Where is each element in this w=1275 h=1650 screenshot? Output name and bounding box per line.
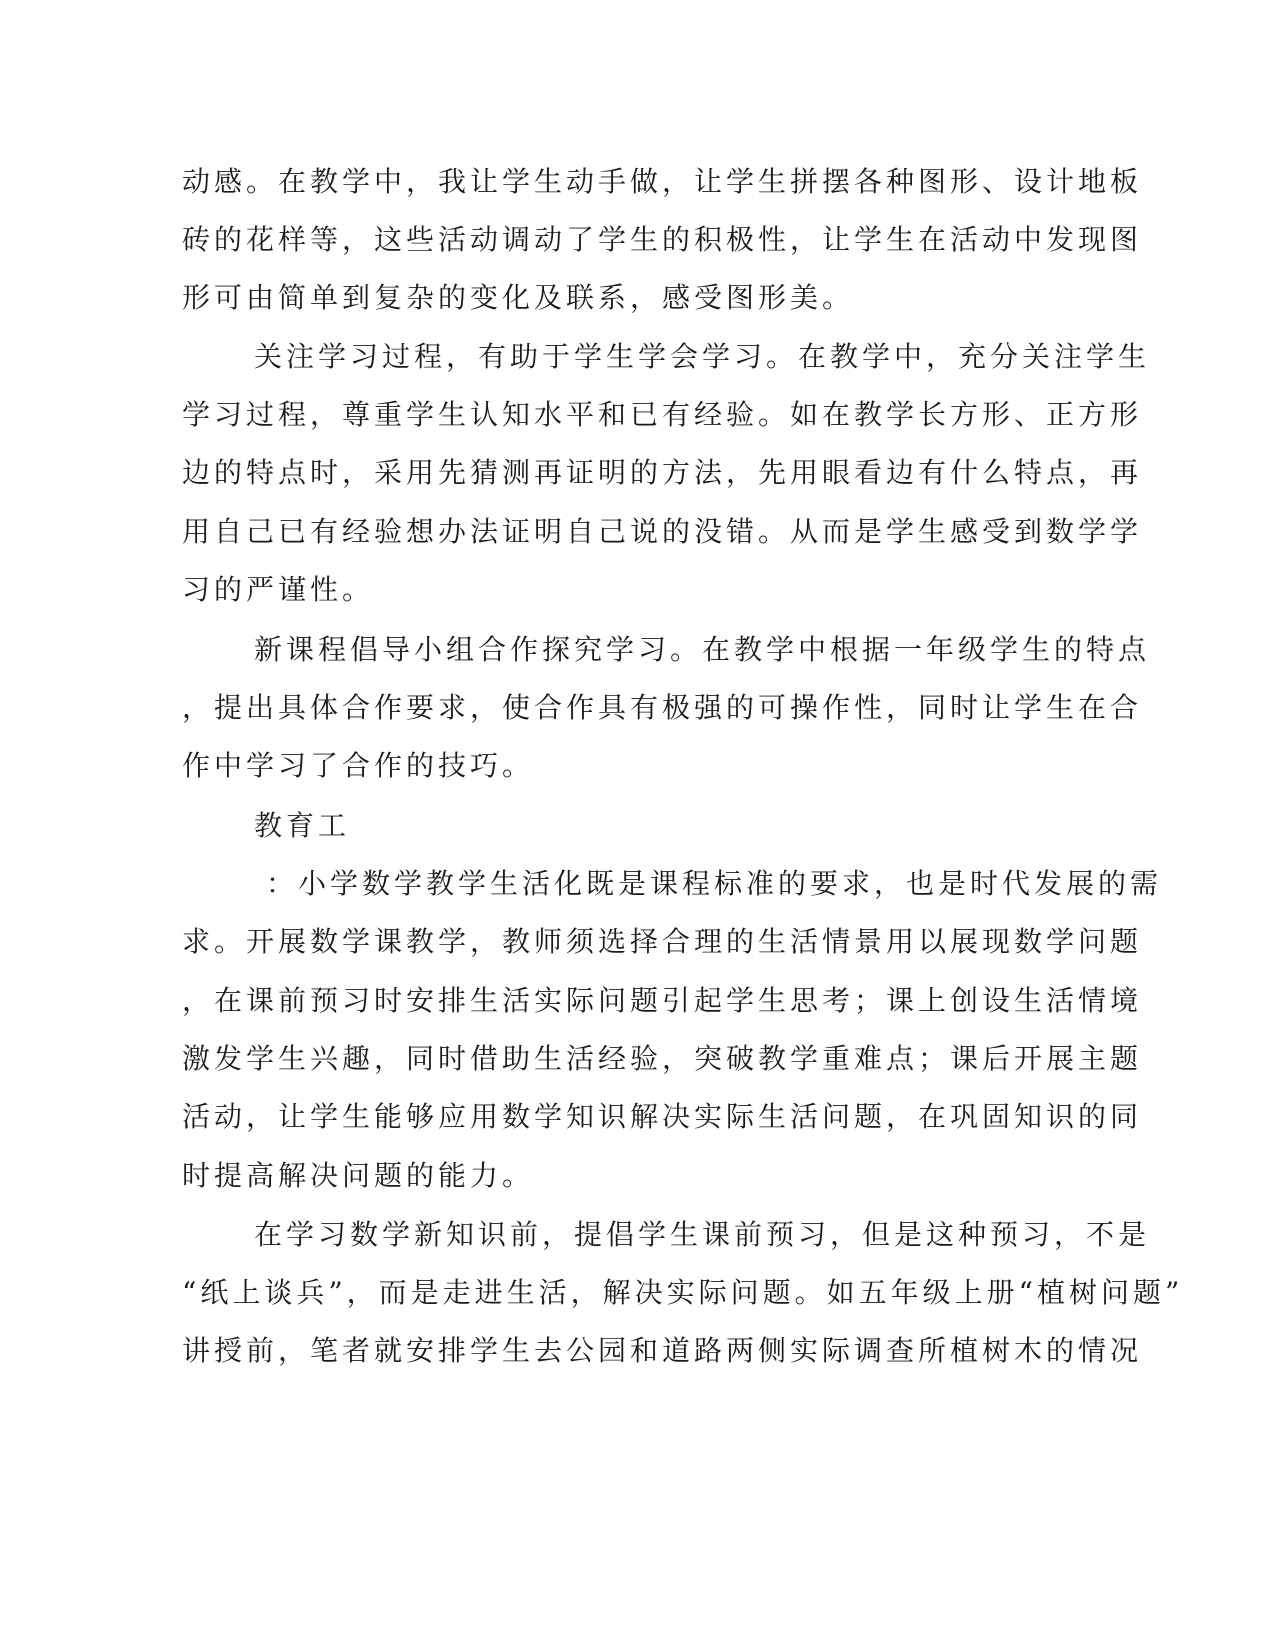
line-text: 求。开展数学课教学，教师须选择合理的生活情景用以展现数学问题 [182, 925, 1143, 958]
paragraph-first-line [0, 337, 1275, 397]
line-text: 激发学生兴趣，同时借助生活经验，突破教学重难点；课后开展主题 [182, 1042, 1143, 1075]
paragraph-first-line [0, 630, 1275, 690]
line-text: 在学习数学新知识前，提倡学生课前预习，但是这种预习，不是 [254, 1218, 1151, 1251]
text-line [0, 162, 1275, 222]
text-line [0, 1097, 1275, 1157]
line-text: 教育工 [254, 809, 351, 842]
line-text: 动感。在教学中，我让学生动手做，让学生拼摆各种图形、设计地板 [182, 165, 1143, 198]
line-text: 习的严谨性。 [182, 573, 375, 606]
line-text: 关注学习过程，有助于学生学会学习。在教学中，充分关注学生 [254, 340, 1151, 373]
line-text: 新课程倡导小组合作探究学习。在教学中根据一年级学生的特点 [254, 633, 1151, 666]
line-text: 边的特点时，采用先猜测再证明的方法，先用眼看边有什么特点，再 [182, 456, 1143, 489]
text-line [0, 1039, 1275, 1099]
text-line [0, 570, 1275, 630]
line-text: ，在课前预习时安排生活实际问题引起学生思考；课上创设生活情境 [182, 984, 1143, 1017]
line-text: 时提高解决问题的能力。 [182, 1159, 535, 1192]
text-line [0, 1331, 1275, 1391]
line-text: ，提出具体合作要求，使合作具有极强的可操作性，同时让学生在合 [182, 691, 1143, 724]
text-line [0, 278, 1275, 338]
text-line [0, 746, 1275, 806]
text-line [0, 453, 1275, 513]
text-line [0, 1156, 1275, 1216]
line-text: 活动，让学生能够应用数学知识解决实际生活问题，在巩固知识的同 [182, 1100, 1143, 1133]
line-text: 作中学习了合作的技巧。 [182, 749, 535, 782]
line-text: 用自己已有经验想办法证明自己说的没错。从而是学生感受到数学学 [182, 515, 1143, 548]
line-text: 形可由简单到复杂的变化及联系，感受图形美。 [182, 281, 855, 314]
line-text: 学习过程，尊重学生认知水平和已有经验。如在教学长方形、正方形 [182, 398, 1143, 431]
text-line [0, 688, 1275, 748]
paragraph-first-line [0, 864, 1275, 924]
text-line [0, 395, 1275, 455]
text-line [0, 922, 1275, 982]
text-line [0, 981, 1275, 1041]
text-line [0, 1273, 1275, 1333]
paragraph-first-line [0, 806, 1275, 866]
text-line [0, 512, 1275, 572]
line-text: ：小学数学教学生活化既是课程标准的要求，也是时代发展的需 [266, 867, 1163, 900]
line-text: “纸上谈兵”，而是走进生活，解决实际问题。如五年级上册“植树问题” [182, 1276, 1184, 1309]
line-text: 砖的花样等，这些活动调动了学生的积极性，让学生在活动中发现图 [182, 223, 1143, 256]
paragraph-first-line [0, 1215, 1275, 1275]
text-line [0, 220, 1275, 280]
line-text: 讲授前，笔者就安排学生去公园和道路两侧实际调查所植树木的情况 [182, 1334, 1143, 1367]
